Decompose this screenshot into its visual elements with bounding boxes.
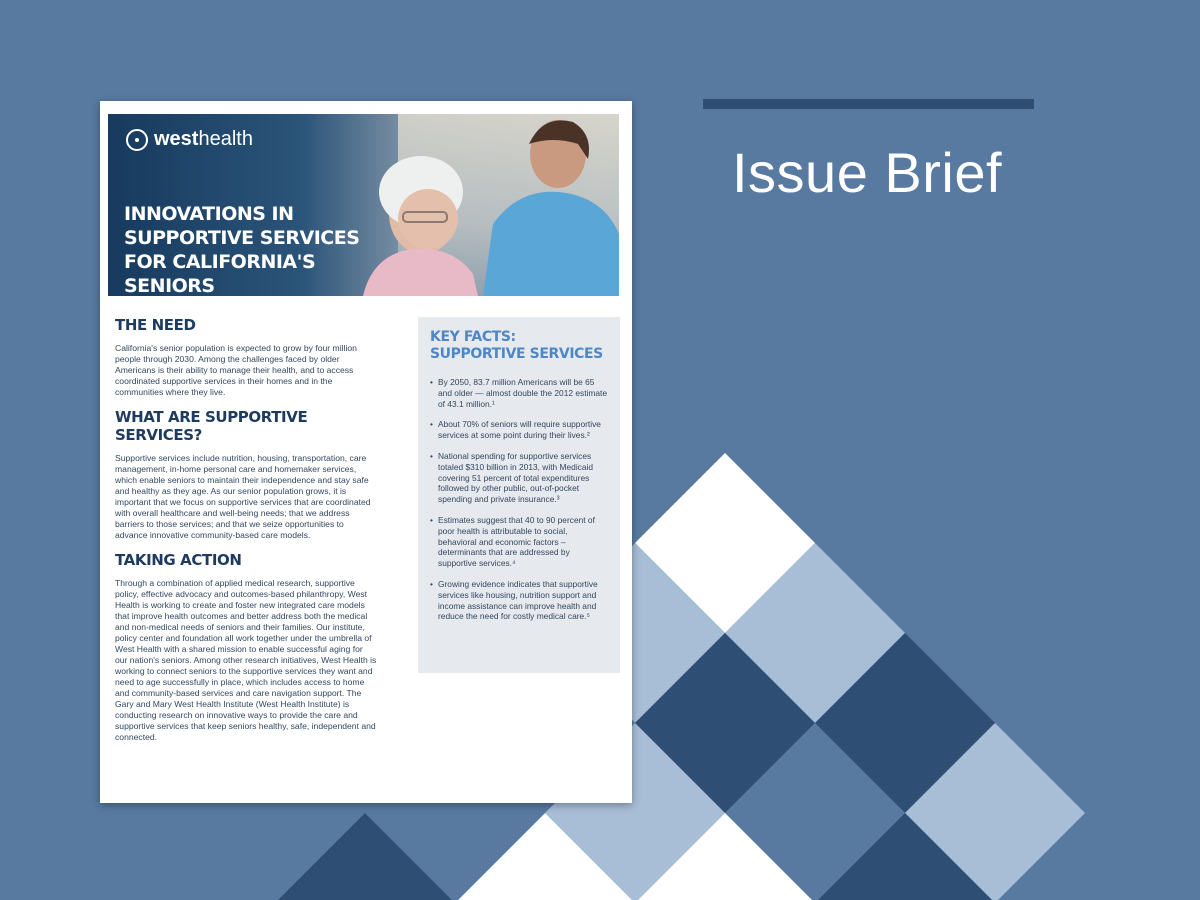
- west-health-logo: west health: [126, 128, 253, 151]
- section-heading: WHAT ARE SUPPORTIVE SERVICES?: [115, 408, 308, 444]
- key-facts-title: KEY FACTS: SUPPORTIVE SERVICES: [430, 329, 603, 362]
- section-body: Supportive services include nutrition, housing, transportation, care management, in-home personal care and homemaker services, which enable seniors to maintain their independence and stay safe and healthy as they age. As our senior population grows, it is important that we focus on supportive services that are coordinated with overall healthcare and well-being needs; that we address barriers to those services; and that we seize opportunities to advance innovative community-based care models.: [115, 453, 371, 540]
- key-fact-item: • By 2050, 83.7 million Americans will be 65 and older — almost double the 2012 estimate of 43.1 million.¹: [430, 377, 608, 409]
- logo-mark-icon: [126, 129, 148, 151]
- key-facts-box: [418, 317, 620, 673]
- section-body: Through a combination of applied medical research, supportive policy, effective advocacy and outcomes-based philanthropy, West Health is working to create and foster new integrated care models that improve health outcomes and better address both the medical and non-medical needs of seniors and their families. Our institute, policy center and foundation all work together under the umbrella of West Health with a shared mission to enable successful aging for our nation's seniors. Among other research initiatives, West Health is working to connect seniors to the supportive services they want and need to age successfully in place, which includes access to home and community-based services and care navigation support. The Gary and Mary West Health Institute (West Health Institute) is conducting research on innovative ways to provide the care and supportive services that keep seniors healthy, safe, independent and connected.: [115, 578, 377, 742]
- hero-title: INNOVATIONS IN SUPPORTIVE SERVICES FOR CALIFORNIA'S SENIORS: [124, 203, 360, 296]
- section-body: California's senior population is expected to grow by four million people through 2030. Among the challenges faced by older Americans is their ability to manage their health, and to access coordinated supportive services in their homes and in the communities where they live.: [115, 343, 357, 397]
- document-page: [100, 101, 632, 803]
- section-heading: THE NEED: [115, 316, 196, 334]
- hero-banner: [108, 114, 619, 296]
- accent-rule: [703, 99, 1034, 109]
- key-fact-item: • Estimates suggest that 40 to 90 percent of poor health is attributable to social, behavioral and economic factors – determinants that are addressed by supportive services.⁴: [430, 515, 608, 569]
- section-heading: TAKING ACTION: [115, 551, 242, 569]
- key-fact-item: • National spending for supportive services totaled $310 billion in 2013, with Medicaid covering 51 percent of total expenditures followed by other public, out-of-pocket spending and private insurance.³: [430, 451, 608, 505]
- main-column: [115, 316, 377, 753]
- issue-brief-label: Issue Brief: [732, 141, 1003, 204]
- key-fact-item: • About 70% of seniors will require supportive services at some point during their lives.²: [430, 419, 608, 441]
- key-fact-item: • Growing evidence indicates that supportive services like housing, nutrition support and income assistance can improve health and reduce the need for costly medical care.⁵: [430, 579, 608, 622]
